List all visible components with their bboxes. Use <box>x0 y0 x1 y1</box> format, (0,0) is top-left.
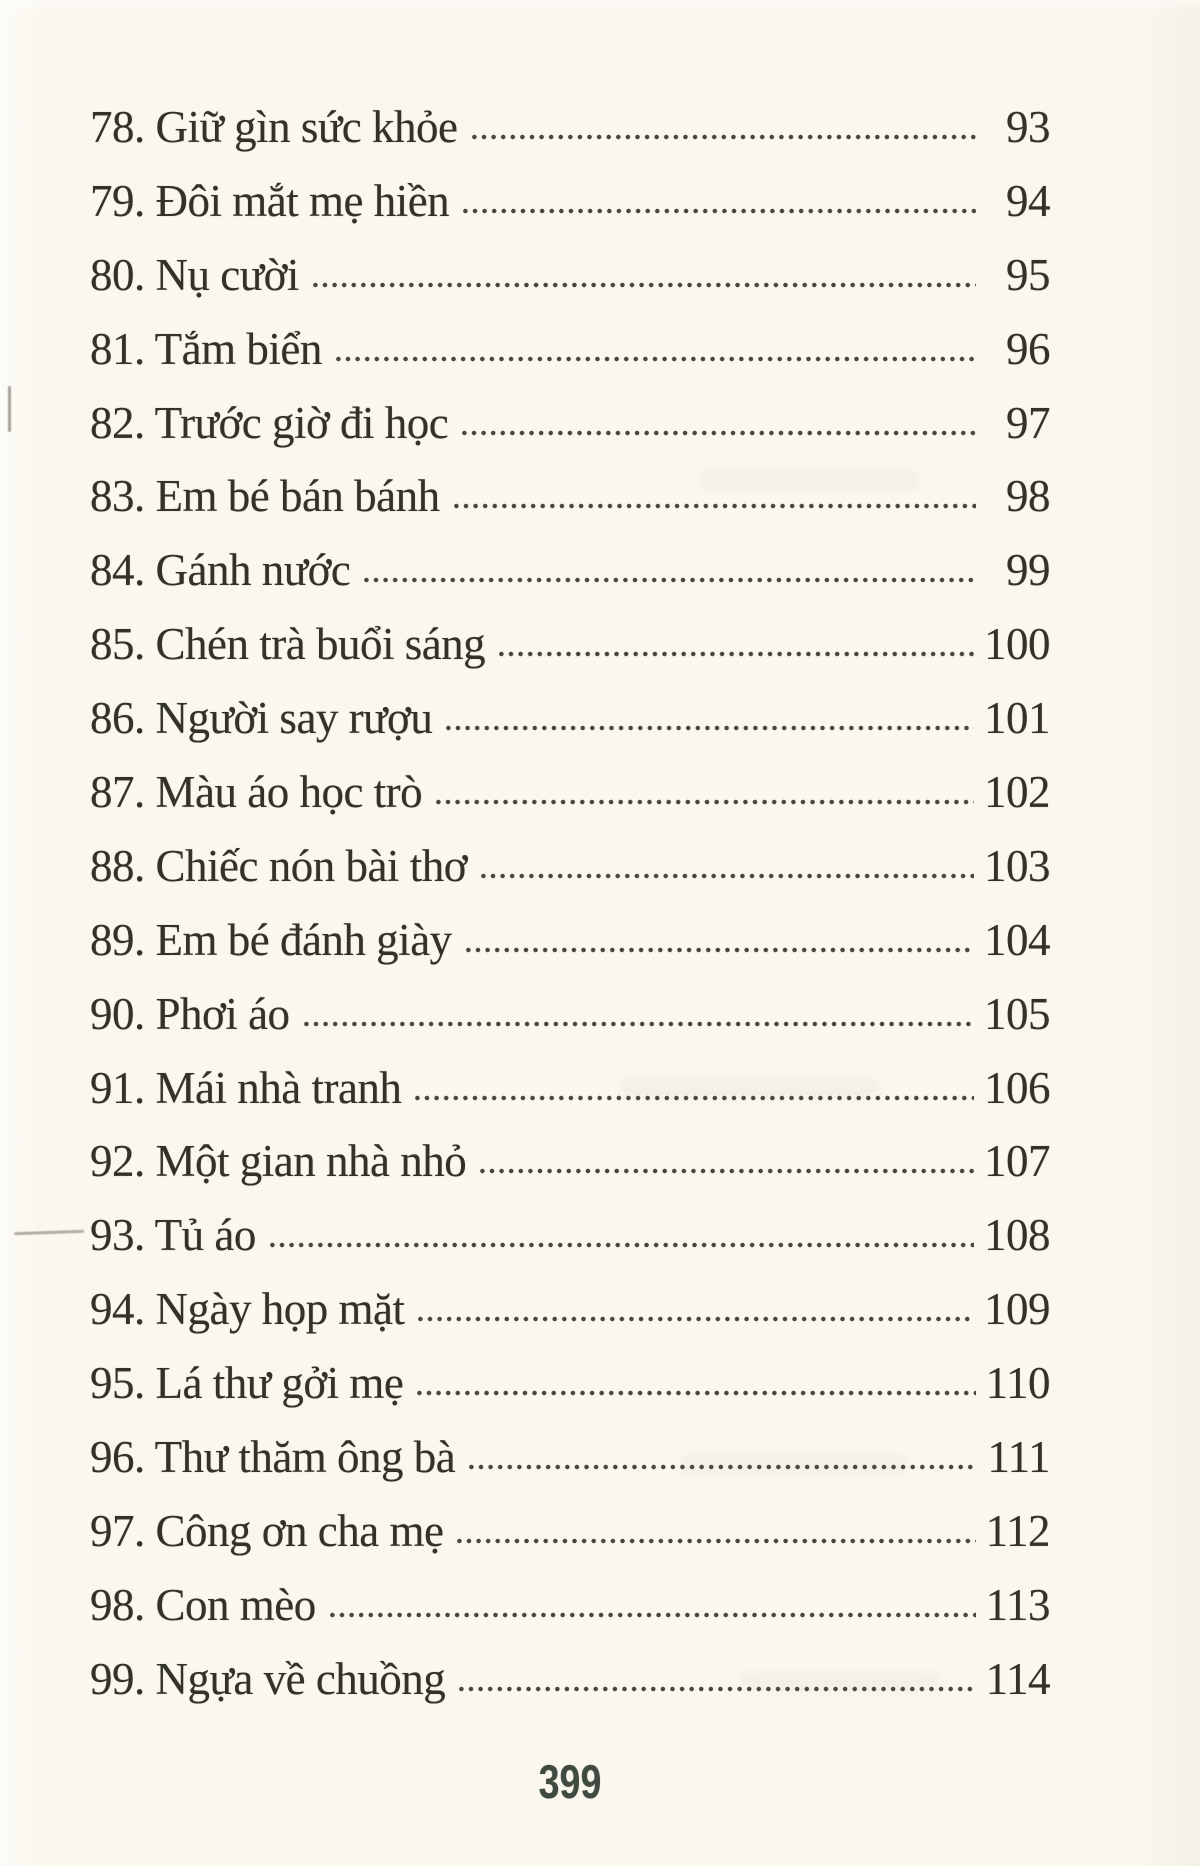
dot-leader <box>481 873 974 879</box>
toc-entry-page: 110 <box>985 1358 1050 1409</box>
toc-entry-label: 89. Em bé đánh giày <box>90 914 452 965</box>
toc-entry-label: 90. Phơi áo <box>90 988 290 1039</box>
toc-entry-page: 113 <box>985 1579 1050 1630</box>
dot-leader <box>417 1390 975 1396</box>
dot-leader <box>459 1686 975 1692</box>
toc-entry <box>90 387 1050 461</box>
toc-entry-page: 93 <box>1006 102 1050 152</box>
toc-entry <box>90 534 1050 608</box>
dot-leader <box>436 799 974 805</box>
dot-leader <box>313 282 976 288</box>
dot-leader <box>469 1464 976 1470</box>
page-number: 399 <box>538 1755 602 1808</box>
toc-entry-label: 78. Giữ gìn sức khỏe <box>90 102 458 152</box>
dot-leader <box>304 1021 974 1027</box>
toc-entry <box>90 904 1050 978</box>
toc-entry <box>90 239 1050 313</box>
toc-entry <box>90 1569 1050 1643</box>
toc-entry <box>90 91 1050 165</box>
dot-leader <box>454 503 976 509</box>
toc-entry-page: 100 <box>984 619 1050 670</box>
dot-leader <box>472 134 977 140</box>
toc-entry-page: 95 <box>1006 249 1050 300</box>
toc-entry-label: 83. Em bé bán bánh <box>90 471 440 522</box>
toc-entry-label: 79. Đôi mắt mẹ hiền <box>90 175 450 226</box>
toc-entry-label: 99. Ngựa về chuồng <box>90 1653 446 1704</box>
toc-entry-page: 103 <box>984 840 1050 891</box>
toc-entry-page: 101 <box>984 693 1050 744</box>
toc-entry-label: 88. Chiếc nón bài thơ <box>90 840 467 891</box>
toc-entry-label: 97. Công ơn cha mẹ <box>90 1505 444 1556</box>
toc-entry <box>90 1347 1050 1421</box>
dot-leader <box>462 430 976 436</box>
toc-entry-label: 93. Tủ áo <box>90 1210 256 1261</box>
scan-artifact-left-line <box>8 386 11 432</box>
toc-entry-label: 94. Ngày họp mặt <box>90 1284 405 1335</box>
toc-entry <box>90 1421 1050 1495</box>
toc-entry-page: 107 <box>984 1136 1050 1187</box>
toc-entry <box>90 830 1050 904</box>
toc-entry-page: 99 <box>1006 545 1050 596</box>
toc-entry <box>90 1495 1050 1569</box>
toc-entry-label: 84. Gánh nước <box>90 545 351 596</box>
toc-list <box>90 91 1050 1717</box>
dot-leader <box>418 1316 974 1322</box>
dot-leader <box>415 1095 974 1101</box>
toc-entry <box>90 1273 1050 1347</box>
toc-entry-label: 80. Nụ cười <box>90 249 299 300</box>
toc-entry <box>90 1199 1050 1273</box>
toc-entry <box>90 165 1050 239</box>
toc-entry-label: 98. Con mèo <box>90 1579 316 1630</box>
toc-entry <box>90 460 1050 534</box>
toc-entry-page: 109 <box>984 1284 1050 1335</box>
dot-leader <box>499 651 974 657</box>
dot-leader <box>457 1538 975 1544</box>
toc-entry-label: 82. Trước giờ đi học <box>90 397 449 448</box>
toc-entry-label: 86. Người say rượu <box>90 693 433 744</box>
toc-entry <box>90 978 1050 1052</box>
dot-leader <box>446 725 974 731</box>
toc-entry-page: 114 <box>985 1653 1050 1704</box>
dot-leader <box>480 1168 974 1174</box>
toc-entry <box>90 1052 1050 1126</box>
toc-entry-page: 106 <box>984 1062 1050 1113</box>
toc-entry <box>90 1125 1050 1199</box>
toc-entry-page: 96 <box>1006 323 1050 374</box>
toc-entry-page: 111 <box>987 1432 1050 1483</box>
dot-leader <box>466 947 974 953</box>
toc-entry-label: 87. Màu áo học trò <box>90 767 423 818</box>
toc-entry-page: 102 <box>984 767 1050 818</box>
toc-entry <box>90 1643 1050 1717</box>
dot-leader <box>463 208 976 214</box>
toc-entry-label: 95. Lá thư gởi mẹ <box>90 1358 404 1409</box>
dot-leader <box>364 577 976 583</box>
toc-entry-page: 104 <box>984 914 1050 965</box>
toc-entry-page: 108 <box>984 1210 1050 1261</box>
toc-entry-label: 85. Chén trà buổi sáng <box>90 619 486 670</box>
toc-entry <box>90 756 1050 830</box>
toc-entry-label: 81. Tắm biển <box>90 323 322 374</box>
toc-entry <box>90 682 1050 756</box>
toc-entry <box>90 608 1050 682</box>
dot-leader <box>270 1242 974 1248</box>
toc-entry-label: 96. Thư thăm ông bà <box>90 1432 456 1483</box>
dot-leader <box>330 1612 976 1618</box>
toc-entry-label: 92. Một gian nhà nhỏ <box>90 1136 467 1187</box>
scan-artifact-dash <box>14 1230 84 1235</box>
toc-entry <box>90 313 1050 387</box>
toc-entry-page: 98 <box>1006 471 1050 522</box>
toc-entry-page: 94 <box>1006 175 1050 226</box>
dot-leader <box>336 356 976 362</box>
toc-entry-page: 97 <box>1006 397 1050 448</box>
toc-entry-label: 91. Mái nhà tranh <box>90 1062 402 1113</box>
toc-entry-page: 105 <box>984 988 1050 1039</box>
toc-entry-page: 112 <box>985 1505 1050 1556</box>
